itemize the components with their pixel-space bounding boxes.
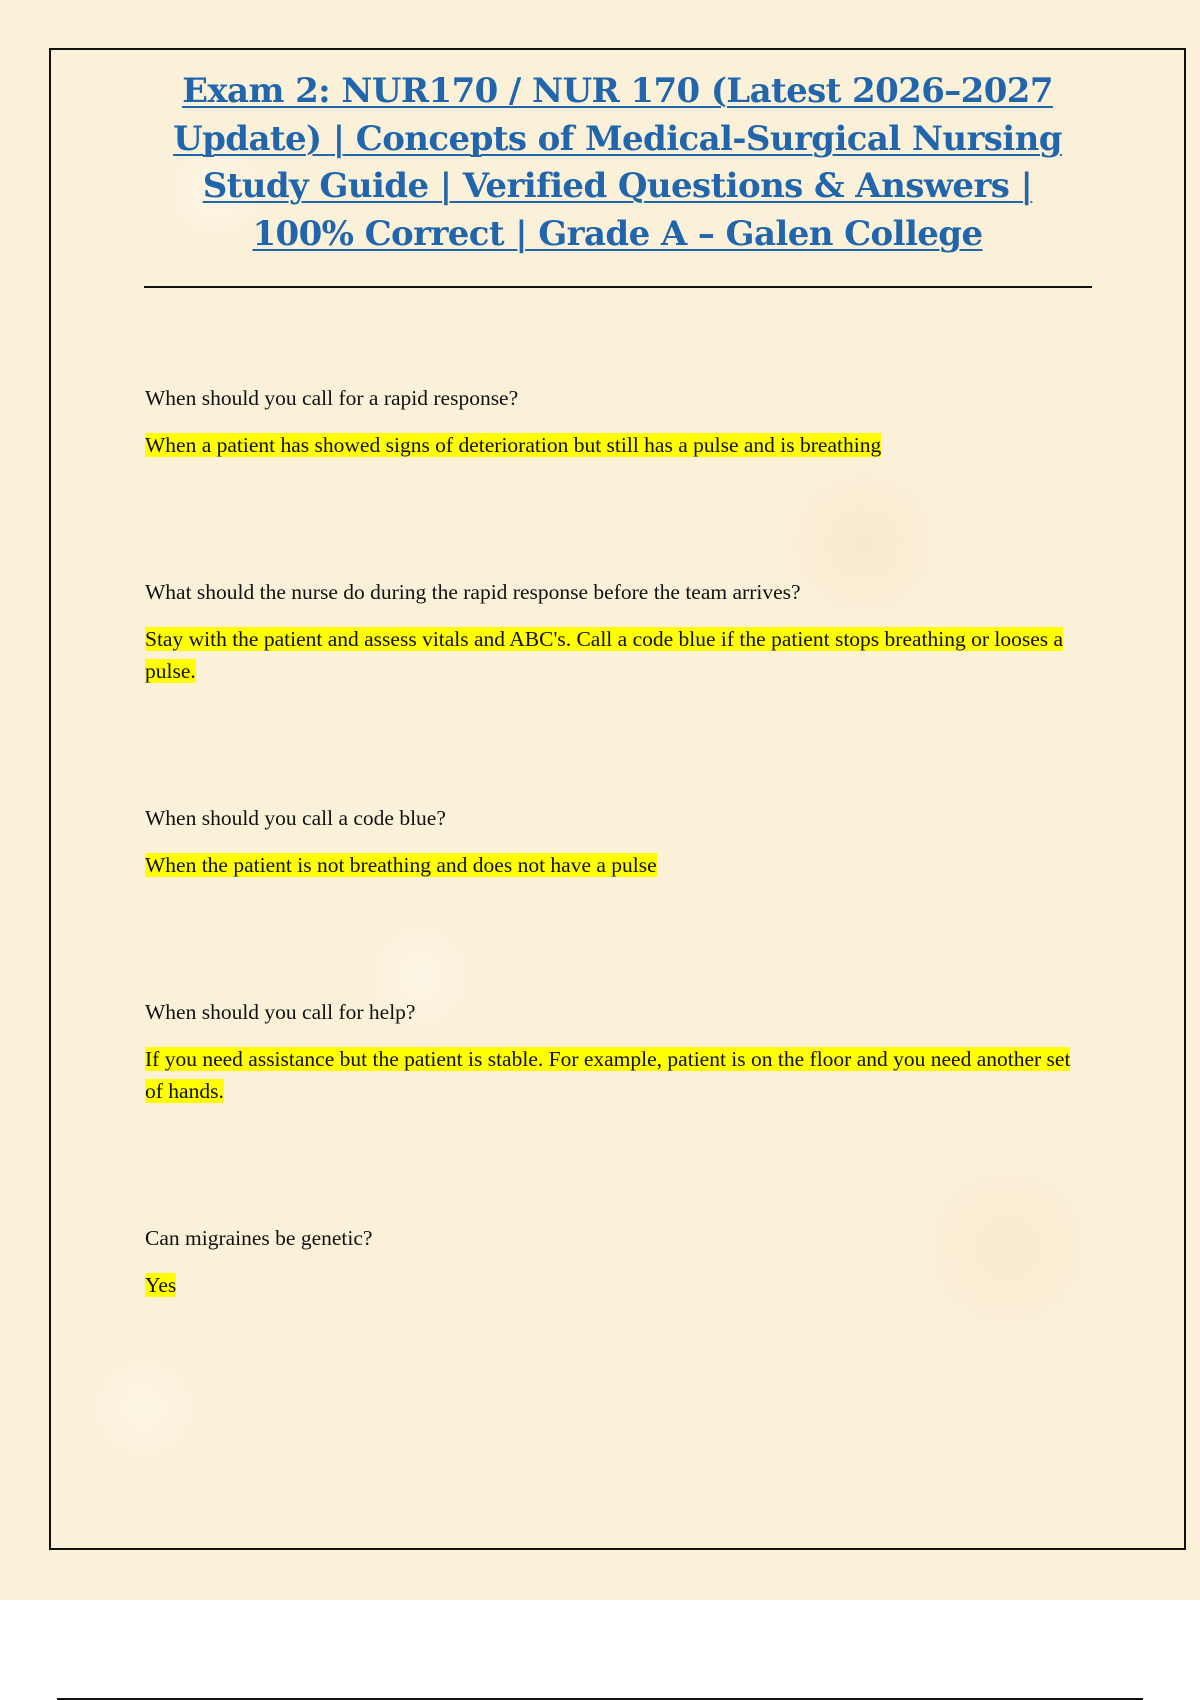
qa-item [145, 577, 1085, 687]
question-text: When should you call for help? [145, 1000, 416, 1024]
answer-highlight: If you need assistance but the patient is stable. For example, patient is on the floor and you need another set of hands. [145, 1047, 1071, 1103]
answer-highlight: When the patient is not breathing and does not have a pulse [145, 853, 657, 877]
title-divider [144, 286, 1092, 288]
document-title: Exam 2: NUR170 / NUR 170 (Latest 2026–2027 Update) | Concepts of Medical-Surgical Nursing Study Guide | Verified Questions & Answers | 100% Correct | Grade A – Galen College [173, 71, 1062, 254]
answer-text [145, 849, 1085, 881]
qa-item [145, 1223, 1085, 1301]
qa-item [145, 803, 1085, 881]
page-border [49, 48, 1186, 1550]
answer-text [145, 429, 1085, 461]
answer-highlight: Yes [145, 1273, 177, 1297]
question-text: When should you call a code blue? [145, 806, 446, 830]
qa-item [145, 997, 1085, 1107]
qa-item [145, 383, 1085, 461]
answer-text [145, 623, 1085, 687]
answer-text [145, 1043, 1085, 1107]
answer-highlight: Stay with the patient and assess vitals and ABC's. Call a code blue if the patient stops breathing or looses a pulse. [145, 627, 1064, 683]
answer-highlight: When a patient has showed signs of deterioration but still has a pulse and is breathing [145, 433, 882, 457]
question-text: What should the nurse do during the rapid response before the team arrives? [145, 580, 801, 604]
question-text: Can migraines be genetic? [145, 1226, 373, 1250]
question-text: When should you call for a rapid response? [145, 386, 519, 410]
answer-text [145, 1269, 1085, 1301]
